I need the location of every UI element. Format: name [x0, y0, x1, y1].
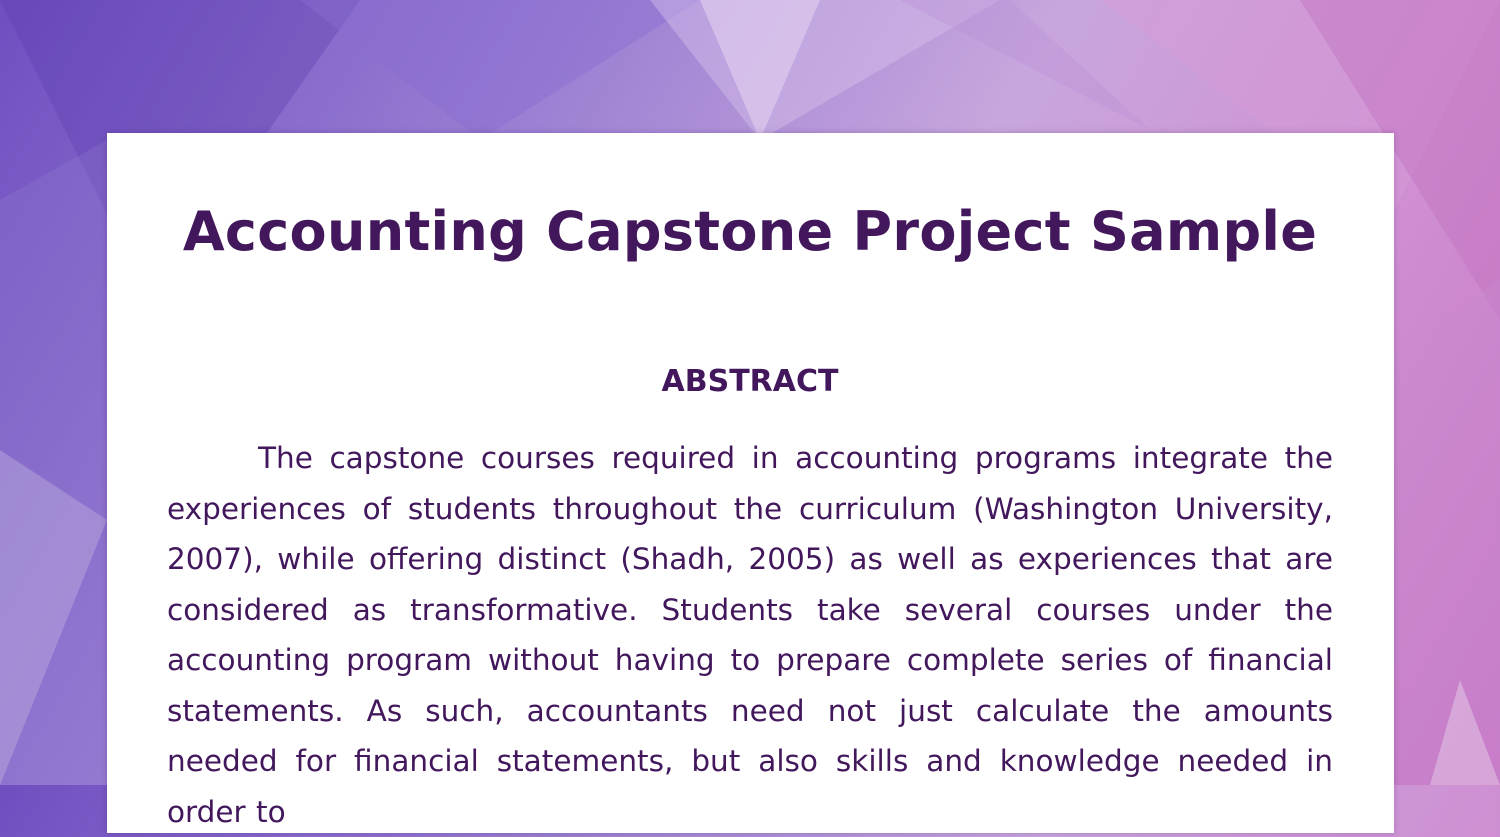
document-title: Accounting Capstone Project Sample: [182, 200, 1318, 263]
abstract-paragraph: The capstone courses required in accounting programs integrate the experiences of students throughout the curriculum (Washington University, 2007), while offering distinct (Shadh, 2005) as well as experiences that are considered as transformative. Students take several courses under the accounting program without having to prepare complete series of financial statements. As such, accountants need not just calculate the amounts needed for financial statements, but also skills and knowledge needed in order to: [167, 441, 1333, 829]
abstract-heading: ABSTRACT: [661, 364, 839, 399]
